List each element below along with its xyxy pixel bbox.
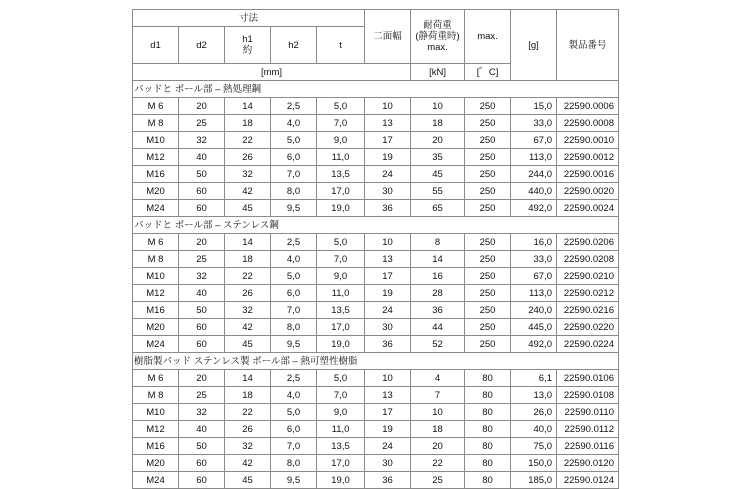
table-cell: 250 (465, 336, 511, 353)
table-cell: 40 (179, 149, 225, 166)
table-cell: 17 (365, 132, 411, 149)
section-title: パッドと ボール部 – ステンレス鋼 (133, 217, 619, 234)
table-cell: 18 (411, 421, 465, 438)
table-cell: 250 (465, 200, 511, 217)
table-row (133, 149, 619, 166)
header-h1-line1: h1 (242, 34, 253, 45)
table-cell: M24 (133, 336, 179, 353)
table-cell: 11,0 (317, 149, 365, 166)
table-cell: 60 (179, 472, 225, 489)
table-cell: 250 (465, 251, 511, 268)
table-cell: 22590.0006 (557, 98, 619, 115)
table-cell: 32 (179, 404, 225, 421)
table-cell: 250 (465, 115, 511, 132)
table-cell: 28 (411, 285, 465, 302)
table-cell: 32 (179, 268, 225, 285)
table-cell: 10 (365, 98, 411, 115)
table-row (133, 302, 619, 319)
header-unit-c: [゜C] (465, 64, 511, 81)
table-cell: 52 (411, 336, 465, 353)
table-cell: 5,0 (317, 370, 365, 387)
header-t: t (317, 27, 365, 64)
table-cell: 11,0 (317, 285, 365, 302)
table-cell: 36 (365, 472, 411, 489)
table-cell: 19 (365, 285, 411, 302)
table-cell: 5,0 (271, 268, 317, 285)
table-cell: 9,0 (317, 132, 365, 149)
table-cell: 9,5 (271, 336, 317, 353)
table-cell: M 6 (133, 234, 179, 251)
table-cell: M20 (133, 455, 179, 472)
header-temp-max: max. (465, 10, 511, 64)
table-cell: 492,0 (511, 200, 557, 217)
section-row (133, 217, 619, 234)
table-cell: 492,0 (511, 336, 557, 353)
table-cell: 22590.0106 (557, 370, 619, 387)
table-cell: 8,0 (271, 319, 317, 336)
table-row (133, 183, 619, 200)
table-cell: 22590.0020 (557, 183, 619, 200)
table-cell: 20 (179, 370, 225, 387)
table-cell: 32 (225, 438, 271, 455)
table-cell: M10 (133, 404, 179, 421)
table-cell: 22590.0212 (557, 285, 619, 302)
table-cell: 67,0 (511, 132, 557, 149)
table-cell: 7,0 (271, 438, 317, 455)
table-cell: 250 (465, 234, 511, 251)
table-cell: 22590.0112 (557, 421, 619, 438)
table-cell: 5,0 (317, 234, 365, 251)
table-cell: 16,0 (511, 234, 557, 251)
table-cell: 22590.0008 (557, 115, 619, 132)
header-dimensions: 寸法 (133, 10, 365, 27)
table-cell: 250 (465, 285, 511, 302)
table-cell: 80 (465, 404, 511, 421)
table-cell: 150,0 (511, 455, 557, 472)
table-cell: 80 (465, 370, 511, 387)
table-cell: 6,0 (271, 285, 317, 302)
table-cell: 55 (411, 183, 465, 200)
table-cell: 25 (411, 472, 465, 489)
header-d1: d1 (133, 27, 179, 64)
table-cell: 18 (225, 251, 271, 268)
table-cell: 244,0 (511, 166, 557, 183)
spec-table-body (133, 81, 619, 489)
table-cell: 9,5 (271, 472, 317, 489)
table-cell: 2,5 (271, 234, 317, 251)
table-cell: 19,0 (317, 336, 365, 353)
table-cell: 25 (179, 115, 225, 132)
table-cell: 240,0 (511, 302, 557, 319)
table-cell: 250 (465, 319, 511, 336)
table-row (133, 268, 619, 285)
table-cell: 2,5 (271, 370, 317, 387)
table-cell: M10 (133, 132, 179, 149)
header-h1-line2: 約 (242, 45, 253, 56)
table-row (133, 438, 619, 455)
table-cell: 17 (365, 404, 411, 421)
table-cell: 26 (225, 421, 271, 438)
table-cell: 8,0 (271, 455, 317, 472)
table-cell: 36 (365, 336, 411, 353)
table-row (133, 285, 619, 302)
table-cell: M24 (133, 472, 179, 489)
table-cell: 16 (411, 268, 465, 285)
table-cell: 14 (225, 98, 271, 115)
header-load-line2: (静荷重時) (415, 31, 460, 42)
table-cell: 6,0 (271, 421, 317, 438)
table-cell: 22590.0120 (557, 455, 619, 472)
table-cell: 22590.0210 (557, 268, 619, 285)
table-cell: 75,0 (511, 438, 557, 455)
table-cell: 80 (465, 455, 511, 472)
table-row (133, 404, 619, 421)
table-row (133, 336, 619, 353)
table-cell: 22590.0220 (557, 319, 619, 336)
header-load-line3: max. (427, 42, 448, 53)
table-row (133, 234, 619, 251)
table-cell: 50 (179, 438, 225, 455)
table-row (133, 455, 619, 472)
table-cell: 60 (179, 455, 225, 472)
table-cell: 10 (411, 98, 465, 115)
table-cell: 33,0 (511, 115, 557, 132)
table-cell: 440,0 (511, 183, 557, 200)
table-cell: 22590.0208 (557, 251, 619, 268)
table-cell: 18 (411, 115, 465, 132)
table-cell: 32 (225, 302, 271, 319)
table-cell: 113,0 (511, 285, 557, 302)
table-cell: 18 (225, 387, 271, 404)
table-cell: 26 (225, 285, 271, 302)
table-row (133, 98, 619, 115)
table-cell: 20 (179, 98, 225, 115)
table-cell: 250 (465, 149, 511, 166)
table-cell: 13,5 (317, 166, 365, 183)
header-width-across-flats: 二面幅 (365, 10, 411, 64)
table-cell: 7,0 (317, 387, 365, 404)
table-cell: 10 (365, 370, 411, 387)
table-cell: M 8 (133, 251, 179, 268)
table-cell: 8,0 (271, 183, 317, 200)
spec-table (132, 9, 619, 489)
header-product-no: 製品番号 (557, 10, 619, 81)
table-cell: 13,5 (317, 438, 365, 455)
table-cell: 250 (465, 98, 511, 115)
table-cell: 25 (179, 387, 225, 404)
section-row (133, 353, 619, 370)
table-cell: 5,0 (317, 98, 365, 115)
table-cell: 22590.0024 (557, 200, 619, 217)
table-cell: 250 (465, 166, 511, 183)
table-cell: 22590.0216 (557, 302, 619, 319)
table-cell: 26 (225, 149, 271, 166)
table-cell: M20 (133, 319, 179, 336)
table-cell: 24 (365, 438, 411, 455)
table-cell: 40,0 (511, 421, 557, 438)
table-cell: 80 (465, 472, 511, 489)
table-cell: 14 (411, 251, 465, 268)
table-cell: 67,0 (511, 268, 557, 285)
table-row (133, 132, 619, 149)
table-cell: 45 (225, 336, 271, 353)
table-cell: 445,0 (511, 319, 557, 336)
table-cell: 36 (411, 302, 465, 319)
table-row (133, 319, 619, 336)
table-cell: 45 (411, 166, 465, 183)
table-cell: 8 (411, 234, 465, 251)
table-cell: 30 (365, 455, 411, 472)
table-cell: 5,0 (271, 132, 317, 149)
table-cell: 13,0 (511, 387, 557, 404)
table-cell: 17,0 (317, 455, 365, 472)
table-cell: 45 (225, 200, 271, 217)
table-cell: 30 (365, 319, 411, 336)
table-cell: 65 (411, 200, 465, 217)
table-cell: 22590.0116 (557, 438, 619, 455)
header-weight: [g] (511, 10, 557, 81)
table-cell: 42 (225, 455, 271, 472)
table-cell: 35 (411, 149, 465, 166)
table-cell: M12 (133, 285, 179, 302)
section-title: パッドと ボール部 – 熱処理鋼 (133, 81, 619, 98)
table-cell: 22590.0010 (557, 132, 619, 149)
table-cell: 80 (465, 421, 511, 438)
table-cell: 80 (465, 387, 511, 404)
table-cell: 60 (179, 183, 225, 200)
table-cell: 7,0 (317, 115, 365, 132)
table-cell: 32 (179, 132, 225, 149)
table-cell: 22590.0206 (557, 234, 619, 251)
table-cell: M 6 (133, 370, 179, 387)
table-cell: M 6 (133, 98, 179, 115)
table-cell: 19 (365, 421, 411, 438)
table-cell: 20 (411, 438, 465, 455)
table-cell: 13,5 (317, 302, 365, 319)
table-cell: 17,0 (317, 319, 365, 336)
table-cell: 18 (225, 115, 271, 132)
table-row (133, 370, 619, 387)
table-cell: 250 (465, 268, 511, 285)
table-cell: 4,0 (271, 251, 317, 268)
table-cell: 9,0 (317, 404, 365, 421)
table-cell: 36 (365, 200, 411, 217)
table-cell: 11,0 (317, 421, 365, 438)
table-cell: M 8 (133, 115, 179, 132)
table-cell: 13 (365, 387, 411, 404)
table-cell: 50 (179, 302, 225, 319)
table-cell: 17,0 (317, 183, 365, 200)
table-cell: 17 (365, 268, 411, 285)
table-cell: 13 (365, 115, 411, 132)
table-cell: 60 (179, 319, 225, 336)
table-cell: 44 (411, 319, 465, 336)
table-cell: 6,1 (511, 370, 557, 387)
table-cell: 22590.0012 (557, 149, 619, 166)
table-cell: 250 (465, 302, 511, 319)
table-cell: 9,5 (271, 200, 317, 217)
table-row (133, 200, 619, 217)
table-cell: M24 (133, 200, 179, 217)
table-cell: 19,0 (317, 472, 365, 489)
table-cell: 42 (225, 183, 271, 200)
table-cell: 22 (225, 268, 271, 285)
table-cell: 250 (465, 132, 511, 149)
table-cell: 7 (411, 387, 465, 404)
table-cell: 26,0 (511, 404, 557, 421)
table-cell: M12 (133, 421, 179, 438)
table-cell: 7,0 (317, 251, 365, 268)
table-cell: 185,0 (511, 472, 557, 489)
table-cell: 4,0 (271, 115, 317, 132)
table-cell: 40 (179, 421, 225, 438)
table-cell: 22590.0110 (557, 404, 619, 421)
table-cell: 25 (179, 251, 225, 268)
table-cell: 60 (179, 200, 225, 217)
table-row (133, 251, 619, 268)
table-cell: 22590.0224 (557, 336, 619, 353)
table-cell: 7,0 (271, 302, 317, 319)
table-cell: 33,0 (511, 251, 557, 268)
table-cell: 4 (411, 370, 465, 387)
table-cell: 19 (365, 149, 411, 166)
table-cell: 22590.0016 (557, 166, 619, 183)
table-cell: 9,0 (317, 268, 365, 285)
table-cell: 20 (411, 132, 465, 149)
table-cell: 7,0 (271, 166, 317, 183)
table-cell: M12 (133, 149, 179, 166)
section-title: 樹脂製パッド ステンレス製 ボール部 – 熱可塑性樹脂 (133, 353, 619, 370)
table-cell: 113,0 (511, 149, 557, 166)
table-cell: 13 (365, 251, 411, 268)
table-cell: 24 (365, 166, 411, 183)
table-cell: 50 (179, 166, 225, 183)
table-cell: M16 (133, 438, 179, 455)
header-unit-kn: [kN] (411, 64, 465, 81)
table-cell: M20 (133, 183, 179, 200)
table-cell: 6,0 (271, 149, 317, 166)
table-cell: 10 (411, 404, 465, 421)
header-h1 (225, 27, 271, 64)
table-cell: M 8 (133, 387, 179, 404)
table-cell: M16 (133, 166, 179, 183)
table-cell: 2,5 (271, 98, 317, 115)
header-h2: h2 (271, 27, 317, 64)
table-row (133, 387, 619, 404)
section-row (133, 81, 619, 98)
table-cell: 14 (225, 234, 271, 251)
table-cell: 22590.0108 (557, 387, 619, 404)
table-cell: 60 (179, 336, 225, 353)
table-cell: M16 (133, 302, 179, 319)
header-load-capacity (411, 10, 465, 64)
table-cell: 80 (465, 438, 511, 455)
table-cell: 5,0 (271, 404, 317, 421)
table-cell: 24 (365, 302, 411, 319)
table-cell: 14 (225, 370, 271, 387)
spec-table-container (132, 9, 618, 489)
table-cell: 30 (365, 183, 411, 200)
table-cell: 22 (225, 404, 271, 421)
table-row (133, 472, 619, 489)
table-cell: 22 (411, 455, 465, 472)
table-cell: 250 (465, 183, 511, 200)
table-cell: 45 (225, 472, 271, 489)
header-load-line1: 耐荷重 (423, 20, 452, 31)
table-row (133, 421, 619, 438)
table-cell: 20 (179, 234, 225, 251)
table-cell: 32 (225, 166, 271, 183)
table-cell: 15,0 (511, 98, 557, 115)
table-cell: 10 (365, 234, 411, 251)
table-cell: 4,0 (271, 387, 317, 404)
table-cell: 19,0 (317, 200, 365, 217)
table-cell: M10 (133, 268, 179, 285)
table-cell: 40 (179, 285, 225, 302)
table-row (133, 115, 619, 132)
table-cell: 42 (225, 319, 271, 336)
table-cell: 22590.0124 (557, 472, 619, 489)
header-unit-mm: [mm] (133, 64, 411, 81)
table-row (133, 166, 619, 183)
header-d2: d2 (179, 27, 225, 64)
table-cell: 22 (225, 132, 271, 149)
